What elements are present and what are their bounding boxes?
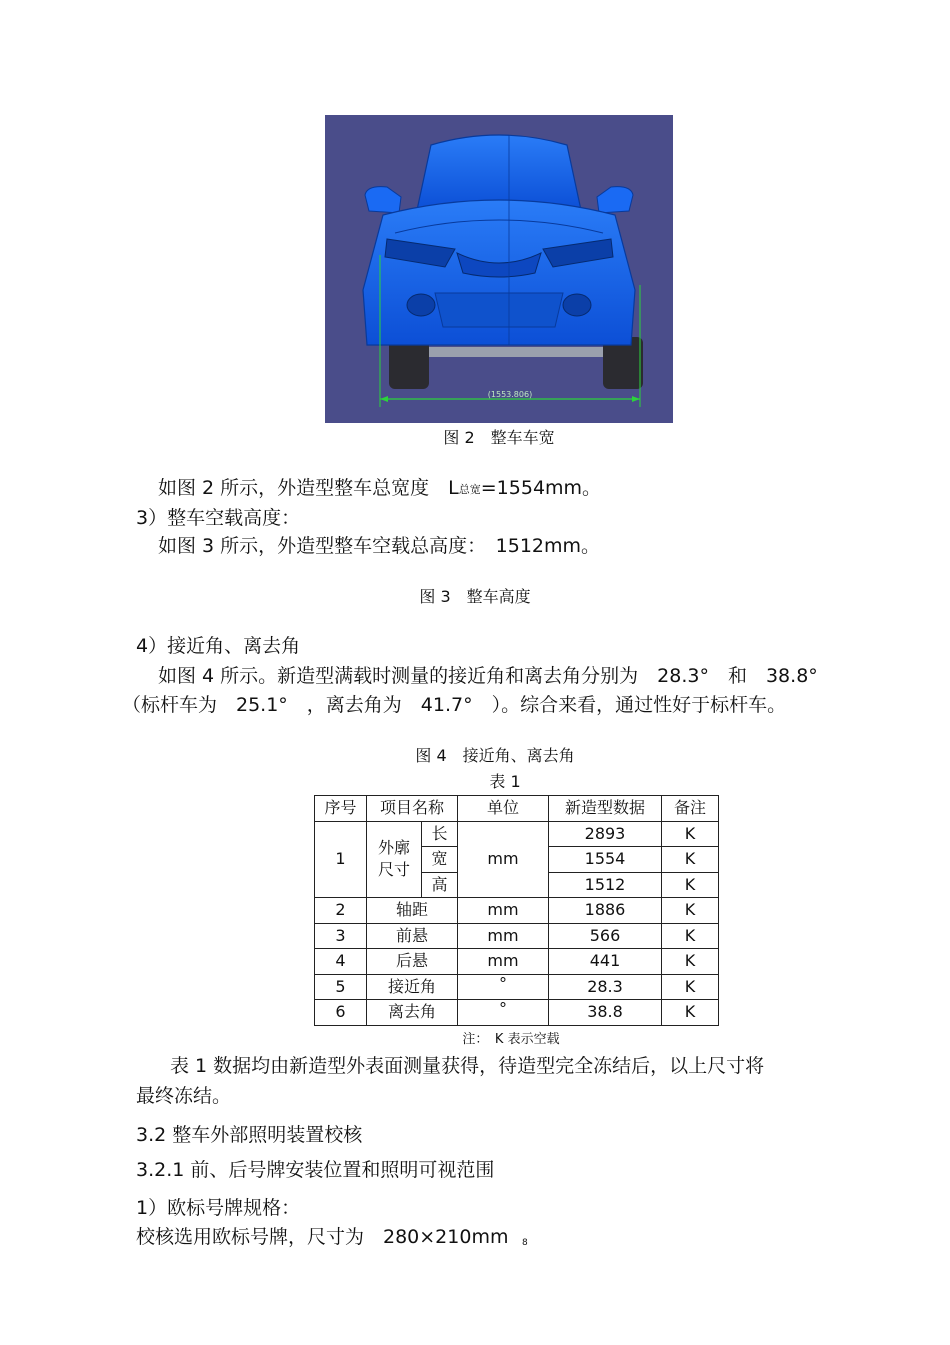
row-value: 28.3 <box>549 974 662 1000</box>
row-value: 38.8 <box>549 1000 662 1026</box>
row-value: 566 <box>549 923 662 949</box>
row-note: K <box>662 821 719 847</box>
row-name: 离去角 <box>367 1000 458 1026</box>
table-row <box>315 974 719 1000</box>
page-number: 8 <box>522 1238 528 1248</box>
heading-height: 3）整车空载高度： <box>136 507 301 529</box>
paragraph-width: 如图 2 所示，外造型整车总宽度 L总宽=1554mm。 <box>158 477 602 499</box>
right-mirror <box>597 187 633 213</box>
row-value: 441 <box>549 949 662 975</box>
row-note: K <box>662 847 719 873</box>
row-unit: mm <box>458 949 549 975</box>
row-value: 1886 <box>549 898 662 924</box>
subscript-total-width: 总宽 <box>458 483 481 496</box>
row-name: 轴距 <box>367 898 458 924</box>
row-note: K <box>662 1000 719 1026</box>
row-no: 5 <box>315 974 367 1000</box>
heading-plate-spec: 1）欧标号牌规格： <box>136 1197 301 1219</box>
section-heading-3-2-1: 3.2.1 前、后号牌安装位置和照明可视范围 <box>136 1159 495 1181</box>
lower-intake <box>435 293 563 327</box>
row-note: K <box>662 974 719 1000</box>
row-unit: ° <box>458 1000 549 1026</box>
header-cell: 序号 <box>315 796 367 822</box>
dimension-arrow-left <box>380 396 388 402</box>
row-value: 1554 <box>549 847 662 873</box>
table-1-note: 注： K 表示空载 <box>462 1032 560 1047</box>
figure-2-image <box>325 115 673 423</box>
row-unit: mm <box>458 923 549 949</box>
table-row <box>315 898 719 924</box>
table-row <box>315 923 719 949</box>
heading-angles: 4）接近角、离去角 <box>136 635 301 657</box>
table-row <box>315 1000 719 1026</box>
section-heading-3-2: 3.2 整车外部照明装置校核 <box>136 1124 363 1146</box>
left-mirror <box>365 187 401 213</box>
header-cell: 单位 <box>458 796 549 822</box>
row-subitem: 长 <box>422 821 458 847</box>
row-no: 3 <box>315 923 367 949</box>
row-value: 1512 <box>549 872 662 898</box>
row-note: K <box>662 898 719 924</box>
row-no: 6 <box>315 1000 367 1026</box>
row-name: 后悬 <box>367 949 458 975</box>
paragraph-plate-size: 校核选用欧标号牌，尺寸为 280×210mm <box>136 1226 509 1248</box>
row-unit: ° <box>458 974 549 1000</box>
row-unit: mm <box>458 821 549 898</box>
row-no: 1 <box>315 821 367 898</box>
row-value: 2893 <box>549 821 662 847</box>
windshield <box>417 135 581 210</box>
row-name: 接近角 <box>367 974 458 1000</box>
row-unit: mm <box>458 898 549 924</box>
row-no: 2 <box>315 898 367 924</box>
table-1 <box>314 795 719 1026</box>
paragraph-table-line2: 最终冻结。 <box>136 1085 232 1107</box>
car-front-view-illustration <box>325 115 673 423</box>
underbody <box>429 347 603 357</box>
header-cell: 备注 <box>662 796 719 822</box>
header-cell: 项目名称 <box>367 796 458 822</box>
figure-4-caption: 图 4 接近角、离去角 <box>415 746 575 765</box>
left-fog-light <box>407 294 435 316</box>
paragraph-height: 如图 3 所示，外造型整车空载总高度： 1512mm。 <box>158 535 601 557</box>
row-note: K <box>662 872 719 898</box>
dimension-label: (1553.806) <box>487 390 533 399</box>
paragraph-angles-line1: 如图 4 所示。新造型满载时测量的接近角和离去角分别为 28.3° 和 38.8° <box>158 665 818 687</box>
table-1-title: 表 1 <box>489 772 521 791</box>
paragraph-angles-line2: （标杆车为 25.1° ，离去角为 41.7° ）。综合来看，通过性好于标杆车。 <box>122 694 787 716</box>
row-note: K <box>662 949 719 975</box>
right-fog-light <box>563 294 591 316</box>
paragraph-table-line1: 表 1 数据均由新造型外表面测量获得，待造型完全冻结后，以上尺寸将 <box>170 1055 765 1077</box>
row-note: K <box>662 923 719 949</box>
table-row <box>315 949 719 975</box>
header-cell: 新造型数据 <box>549 796 662 822</box>
row-subitem: 高 <box>422 872 458 898</box>
figure-3-caption: 图 3 整车高度 <box>419 587 531 606</box>
row-name: 前悬 <box>367 923 458 949</box>
table-row <box>315 821 719 847</box>
table-header-row <box>315 796 719 822</box>
row-no: 4 <box>315 949 367 975</box>
row-subitem: 宽 <box>422 847 458 873</box>
row-name: 外廓尺寸 <box>367 821 422 898</box>
figure-2-caption: 图 2 整车车宽 <box>443 428 555 447</box>
dimension-arrow-right <box>632 396 640 402</box>
